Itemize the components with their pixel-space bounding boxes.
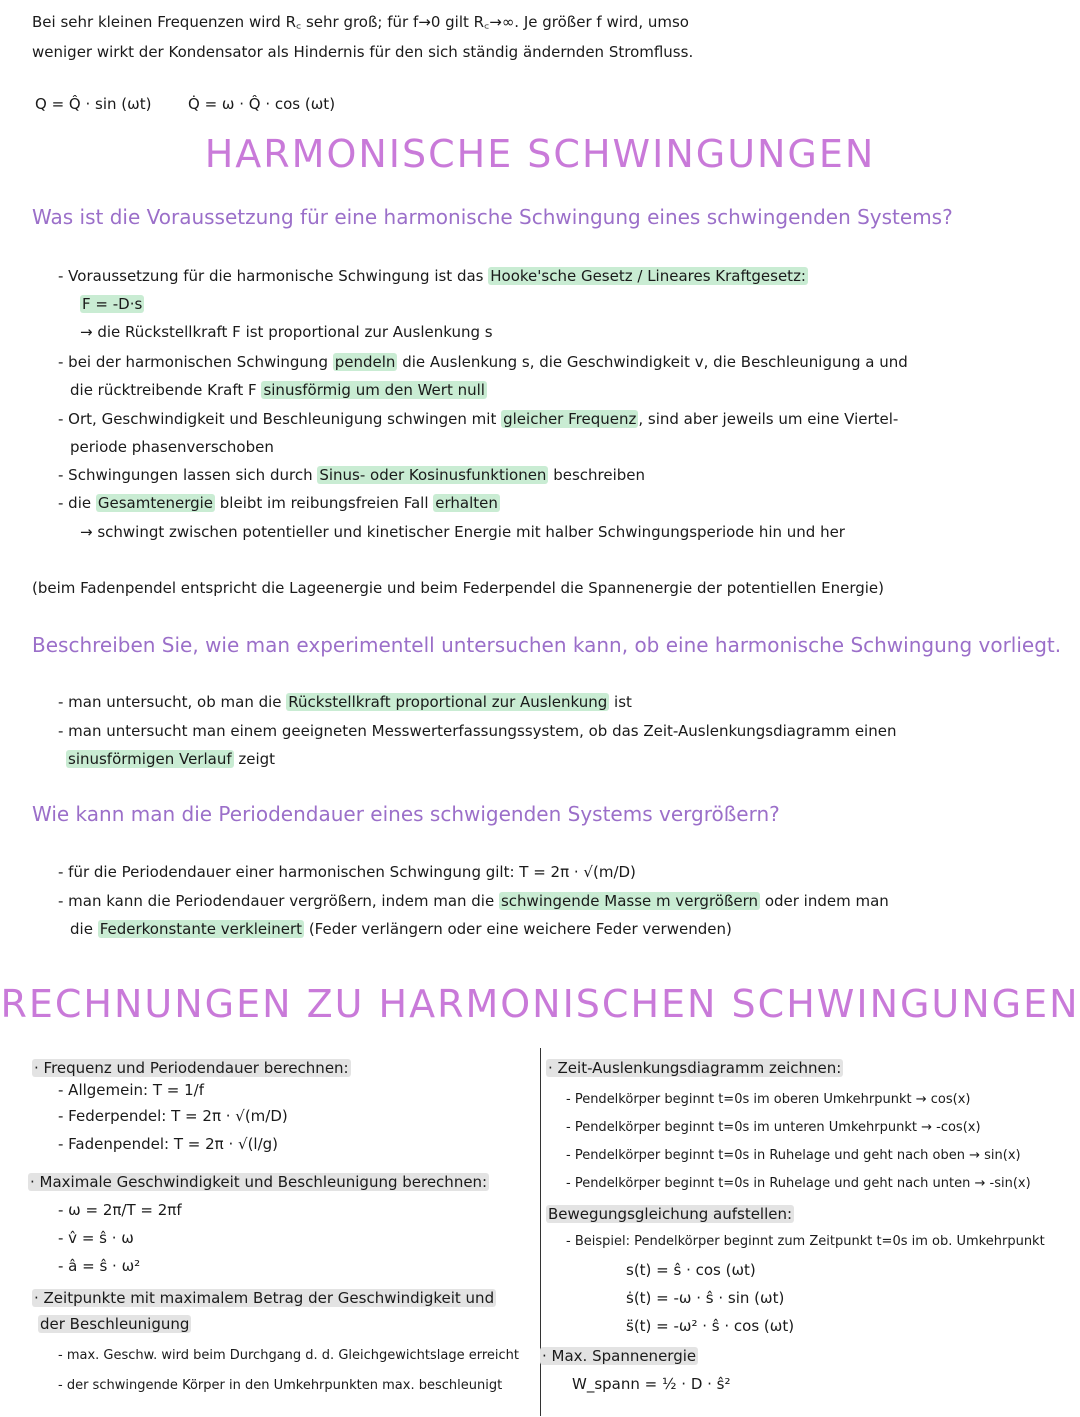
q1-text: - Schwingungen lassen sich durch [58, 466, 318, 484]
q1-line-3: → die Rückstellkraft F ist proportional zur Auslenkung s [80, 323, 493, 341]
highlight: schwingende Masse m vergrößern [500, 892, 759, 910]
q1-line-8 [58, 465, 645, 485]
highlight: Rückstellkraft proportional zur Auslenkung [288, 693, 608, 711]
left-c2: - der schwingende Körper in den Umkehrpunkten max. beschleunigt [58, 1378, 503, 1393]
q3-text: oder indem man [760, 892, 889, 910]
heading: · Maximale Geschwindigkeit und Beschleunigung berechnen: [30, 1173, 488, 1191]
q2-text: ist [609, 693, 632, 711]
highlight: sinusförmigen Verlauf [68, 750, 232, 768]
formula-current: Q̇ = ω · Q̂ · cos (ωt) [188, 95, 336, 113]
q1-text: die Auslenkung s, die Geschwindigkeit v, die Beschleunigung a und [397, 353, 908, 371]
highlight: Federkonstante verkleinert [99, 920, 303, 938]
q1-text: - Ort, Geschwindigkeit und Beschleunigung schwingen mit [58, 410, 502, 428]
highlight: Sinus- oder Kosinusfunktionen [319, 466, 547, 484]
q2-line-1 [58, 692, 632, 712]
right-a2: - Pendelkörper beginnt t=0s im unteren Umkehrpunkt → -cos(x) [566, 1120, 981, 1135]
right-a3: - Pendelkörper beginnt t=0s in Ruhelage und geht nach oben → sin(x) [566, 1148, 1021, 1163]
q1-text: - die [58, 494, 96, 512]
q2-text: zeigt [233, 750, 276, 768]
q3-text: (Feder verlängern oder eine weichere Feder verwenden) [304, 920, 732, 938]
left-heading-1 [32, 1058, 351, 1078]
hooke-formula: F = -D·s [82, 295, 143, 313]
highlight: erhalten [435, 494, 498, 512]
right-heading-2 [546, 1204, 794, 1224]
q1-line-2 [80, 294, 144, 314]
left-b3: - â = ŝ · ω² [58, 1257, 141, 1275]
highlight: pendeln [334, 353, 396, 371]
section-title-calculations: RECHNUNGEN ZU HARMONISCHEN SCHWINGUNGEN [0, 982, 1080, 1026]
left-a2: - Federpendel: T = 2π · √(m/D) [58, 1107, 288, 1125]
q3-line-2 [58, 891, 889, 911]
heading: · Zeitpunkte mit maximalem Betrag der Geschwindigkeit und [34, 1289, 495, 1307]
left-b2: - v̂ = ŝ · ω [58, 1229, 134, 1247]
q1-text: bleibt im reibungsfreien Fall [215, 494, 434, 512]
highlight: gleicher Frequenz [503, 410, 637, 428]
left-a3: - Fadenpendel: T = 2π · √(l/g) [58, 1135, 279, 1153]
right-b2: s(t) = ŝ · cos (ωt) [626, 1261, 756, 1279]
q3-text: - man kann die Periodendauer vergrößern, indem man die [58, 892, 499, 910]
highlight: sinusförmig um den Wert null [263, 381, 485, 399]
right-b3: ṡ(t) = -ω · ŝ · sin (ωt) [626, 1289, 785, 1307]
right-b4: s̈(t) = -ω² · ŝ · cos (ωt) [626, 1317, 795, 1335]
q1-text: - bei der harmonischen Schwingung [58, 353, 333, 371]
q2-line-2: - man untersucht man einem geeigneten Messwerterfassungssystem, ob das Zeit-Auslenkungsdiagramm einen [58, 722, 897, 740]
q1-line-5 [70, 380, 487, 400]
q1-text: beschreiben [548, 466, 646, 484]
q1-text: , sind aber jeweils um eine Viertel- [638, 410, 899, 428]
question-experiment: Beschreiben Sie, wie man experimentell untersuchen kann, ob eine harmonische Schwingung vorliegt. [32, 633, 1062, 657]
formula-charge: Q = Q̂ · sin (ωt) [35, 95, 152, 113]
right-heading-1 [546, 1058, 843, 1078]
q3-text: die [70, 920, 98, 938]
q1-line-9 [58, 493, 500, 513]
q1-line-10: → schwingt zwischen potentieller und kinetischer Energie mit halber Schwingungsperiode hin und her [80, 523, 845, 541]
question-prerequisite: Was ist die Voraussetzung für eine harmonische Schwingung eines schwingenden Systems? [32, 205, 953, 229]
left-heading-3a [32, 1288, 496, 1308]
q2-text: - man untersucht, ob man die [58, 693, 287, 711]
left-a1: - Allgemein: T = 1/f [58, 1081, 205, 1099]
heading: der Beschleunigung [40, 1315, 190, 1333]
left-heading-3b [38, 1314, 191, 1334]
q3-line-1: - für die Periodendauer einer harmonischen Schwingung gilt: T = 2π · √(m/D) [58, 863, 636, 881]
left-c1: - max. Geschw. wird beim Durchgang d. d. Gleichgewichtslage erreicht [58, 1348, 519, 1363]
q1-text: - Voraussetzung für die harmonische Schwingung ist das [58, 267, 489, 285]
heading: Bewegungsgleichung aufstellen: [548, 1205, 793, 1223]
section-title-harmonic: HARMONISCHE SCHWINGUNGEN [204, 132, 876, 176]
right-a4: - Pendelkörper beginnt t=0s in Ruhelage und geht nach unten → -sin(x) [566, 1176, 1031, 1191]
q1-line-6 [58, 409, 898, 429]
intro-line-1: Bei sehr kleinen Frequenzen wird R꜀ sehr groß; für f→0 gilt R꜀→∞. Je größer f wird, umso [32, 13, 689, 31]
q1-note: (beim Fadenpendel entspricht die Lageenergie und beim Federpendel die Spannenergie der potentiellen Energie) [32, 579, 885, 597]
right-c1: W_spann = ½ · D · ŝ² [572, 1375, 731, 1393]
q1-line-7: periode phasenverschoben [70, 438, 274, 456]
right-heading-3 [540, 1346, 698, 1366]
right-a1: - Pendelkörper beginnt t=0s im oberen Umkehrpunkt → cos(x) [566, 1092, 971, 1107]
right-b1: - Beispiel: Pendelkörper beginnt zum Zeitpunkt t=0s im ob. Umkehrpunkt [566, 1234, 1045, 1249]
intro-line-2: weniger wirkt der Kondensator als Hindernis für den sich ständig ändernden Stromfluss. [32, 43, 694, 61]
left-b1: - ω = 2π/T = 2πf [58, 1201, 182, 1219]
hooke-law-highlight: Hooke'sche Gesetz / Lineares Kraftgesetz: [490, 267, 806, 285]
q1-text: die rücktreibende Kraft F [70, 381, 262, 399]
heading: · Frequenz und Periodendauer berechnen: [34, 1059, 349, 1077]
q1-line-4 [58, 352, 908, 372]
q3-line-3 [70, 919, 732, 939]
heading: · Zeit-Auslenkungsdiagramm zeichnen: [548, 1059, 842, 1077]
highlight: Gesamtenergie [97, 494, 214, 512]
heading: · Max. Spannenergie [542, 1347, 697, 1365]
question-period: Wie kann man die Periodendauer eines schwigenden Systems vergrößern? [32, 802, 780, 826]
q1-line-1 [58, 266, 808, 286]
q2-line-3 [66, 749, 275, 769]
left-heading-2 [28, 1172, 489, 1192]
